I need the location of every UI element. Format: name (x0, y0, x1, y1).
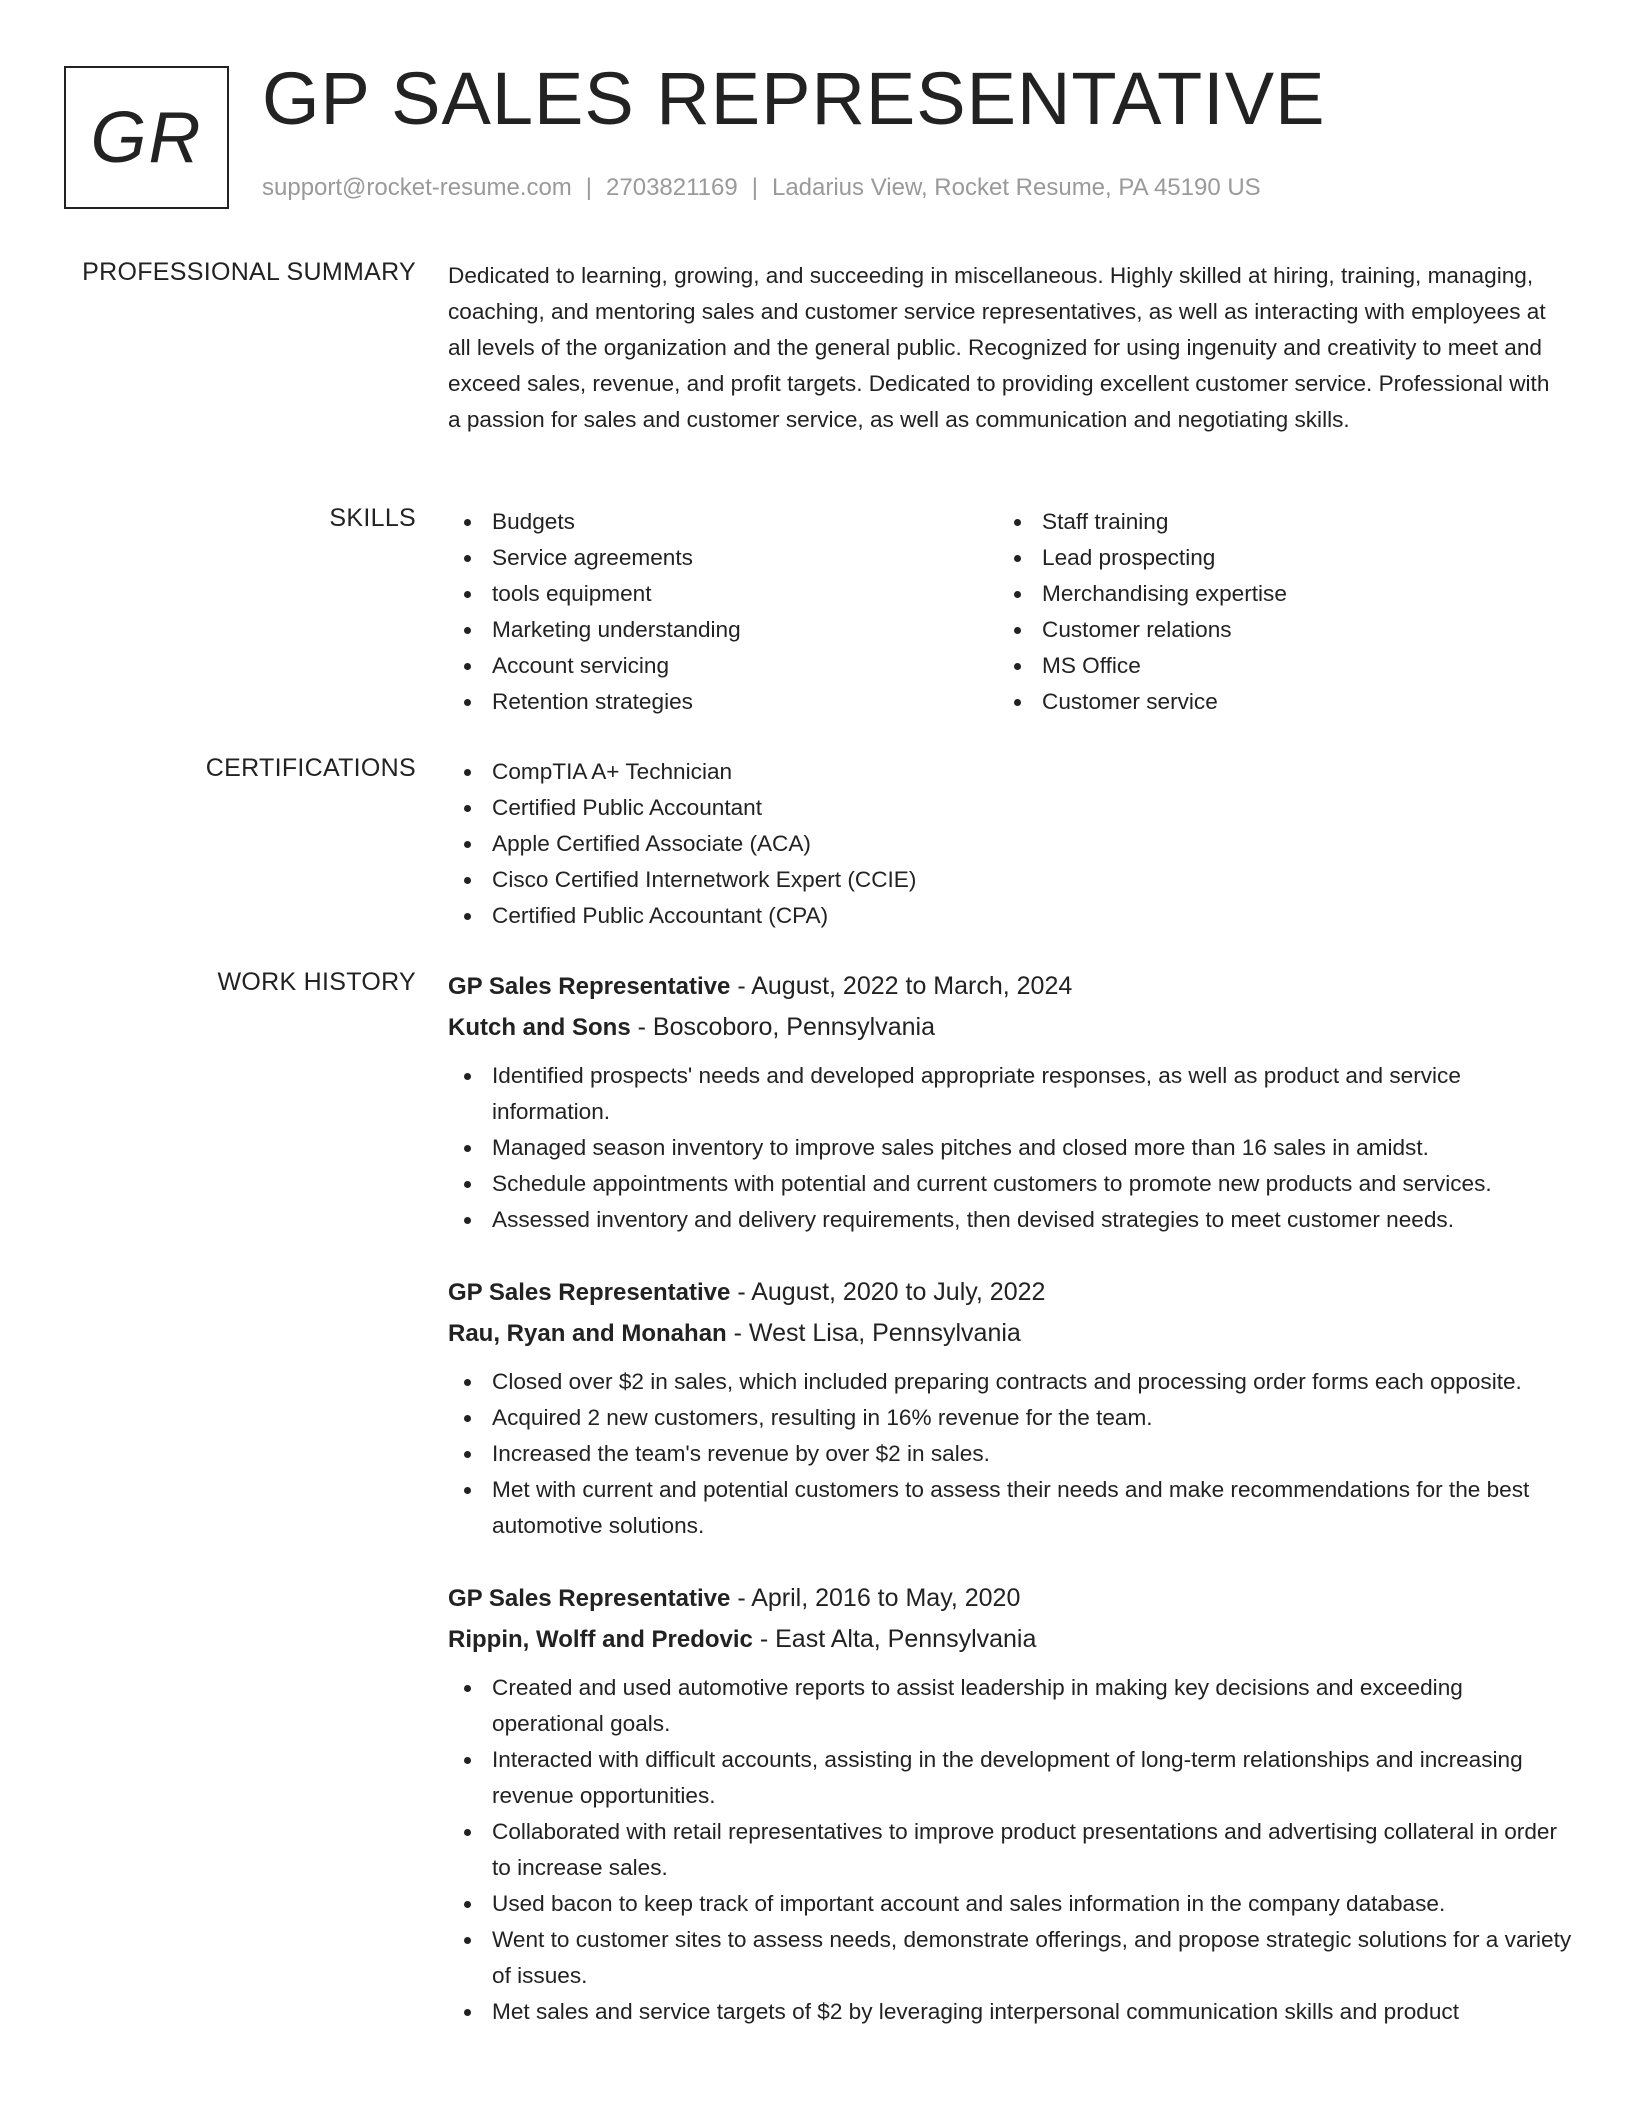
summary-text: Dedicated to learning, growing, and succeeding in miscellaneous. Highly skilled at hiring, training, managing, coaching, and mentoring sales and customer service representatives, as well as interacting with employees at all levels of the organization and the general public. Recognized for using ingenuity and creativity to meet and exceed sales, revenue, and profit targets. Dedicated to providing excellent customer service. Professional with a passion for sales and customer service, as well as communication and negotiating skills. (448, 263, 1550, 432)
job-dates: - August, 2022 to March, 2024 (730, 972, 1073, 1000)
summary-section (448, 258, 1556, 438)
list-item: Certified Public Accountant (CPA) (448, 898, 1568, 934)
list-item: Met sales and service targets of $2 by leveraging interpersonal communication skills and product (448, 1994, 1572, 2030)
list-item: MS Office (998, 648, 1548, 684)
contact-line (262, 174, 1261, 202)
list-item: Apple Certified Associate (ACA) (448, 826, 1568, 862)
resume-title: GP SALES REPRESENTATIVE (262, 57, 1326, 140)
list-item: Interacted with difficult accounts, assisting in the development of long-term relationships and increasing revenue opportunities. (448, 1742, 1572, 1814)
list-item: Collaborated with retail representatives to improve product presentations and advertising collateral in order to increase sales. (448, 1814, 1572, 1886)
job-title-line (448, 966, 1572, 1007)
job-bullets (448, 1670, 1572, 2030)
list-item: Retention strategies (448, 684, 998, 720)
job-entry (448, 966, 1572, 1238)
certifications-list (448, 754, 1568, 934)
list-item: Certified Public Accountant (448, 790, 1568, 826)
list-item: Customer service (998, 684, 1548, 720)
list-item: tools equipment (448, 576, 998, 612)
contact-separator: | (751, 174, 758, 201)
list-item: Budgets (448, 504, 998, 540)
list-item: Staff training (998, 504, 1548, 540)
job-title: GP Sales Representative (448, 1279, 731, 1306)
list-item: Lead prospecting (998, 540, 1548, 576)
job-location: - Boscoboro, Pennsylvania (630, 1013, 936, 1041)
list-item: Merchandising expertise (998, 576, 1548, 612)
list-item: Increased the team's revenue by over $2 in sales. (448, 1436, 1572, 1472)
job-location: - West Lisa, Pennsylvania (726, 1319, 1021, 1347)
list-item: Service agreements (448, 540, 998, 576)
job-company: Rau, Ryan and Monahan (448, 1320, 727, 1347)
job-title-line (448, 1578, 1572, 1619)
list-item: Closed over $2 in sales, which included preparing contracts and processing order forms each opposite. (448, 1364, 1572, 1400)
job-entry (448, 1578, 1572, 2030)
contact-separator: | (585, 174, 593, 201)
job-company-line (448, 1007, 1572, 1048)
list-item: Cisco Certified Internetwork Expert (CCIE) (448, 862, 1568, 898)
list-item: Went to customer sites to assess needs, demonstrate offerings, and propose strategic solutions for a variety of issues. (448, 1922, 1572, 1994)
job-title-line (448, 1272, 1572, 1313)
certifications-section (448, 754, 1568, 934)
contact-email[interactable]: support@rocket-resume.com (262, 174, 572, 201)
list-item: Schedule appointments with potential and current customers to promote new products and services. (448, 1166, 1572, 1202)
list-item: Customer relations (998, 612, 1548, 648)
job-company-line (448, 1313, 1572, 1354)
monogram-box (64, 66, 229, 209)
job-location: - East Alta, Pennsylvania (752, 1625, 1037, 1653)
job-title: GP Sales Representative (448, 1585, 731, 1612)
list-item: Account servicing (448, 648, 998, 684)
list-item: Identified prospects' needs and developed appropriate responses, as well as product and service information. (448, 1058, 1572, 1130)
monogram-initials: GR (90, 97, 203, 178)
skills-list-right (998, 504, 1548, 720)
skills-section (448, 504, 1568, 720)
job-bullets (448, 1058, 1572, 1238)
job-dates: - April, 2016 to May, 2020 (730, 1584, 1021, 1612)
contact-address: Ladarius View, Rocket Resume, PA 45190 US (771, 174, 1261, 201)
job-title: GP Sales Representative (448, 973, 731, 1000)
section-label-work-history: WORK HISTORY (217, 968, 416, 996)
list-item: CompTIA A+ Technician (448, 754, 1568, 790)
contact-phone[interactable]: 2703821169 (606, 174, 738, 201)
job-company: Kutch and Sons (448, 1014, 631, 1041)
list-item: Marketing understanding (448, 612, 998, 648)
list-item: Managed season inventory to improve sales pitches and closed more than 16 sales in amidst. (448, 1130, 1572, 1166)
section-label-summary: PROFESSIONAL SUMMARY (82, 258, 416, 286)
list-item: Assessed inventory and delivery requirements, then devised strategies to meet customer needs. (448, 1202, 1572, 1238)
job-entry (448, 1272, 1572, 1544)
job-company: Rippin, Wolff and Predovic (448, 1626, 753, 1653)
list-item: Met with current and potential customers to assess their needs and make recommendations for the best automotive solutions. (448, 1472, 1572, 1544)
work-history-section (448, 966, 1572, 2064)
section-label-certifications: CERTIFICATIONS (205, 754, 416, 782)
skills-list-left (448, 504, 998, 720)
job-company-line (448, 1619, 1572, 1660)
list-item: Created and used automotive reports to assist leadership in making key decisions and exceeding operational goals. (448, 1670, 1572, 1742)
job-dates: - August, 2020 to July, 2022 (730, 1278, 1046, 1306)
section-label-skills: SKILLS (329, 504, 416, 532)
list-item: Acquired 2 new customers, resulting in 16% revenue for the team. (448, 1400, 1572, 1436)
job-bullets (448, 1364, 1572, 1544)
list-item: Used bacon to keep track of important account and sales information in the company database. (448, 1886, 1572, 1922)
